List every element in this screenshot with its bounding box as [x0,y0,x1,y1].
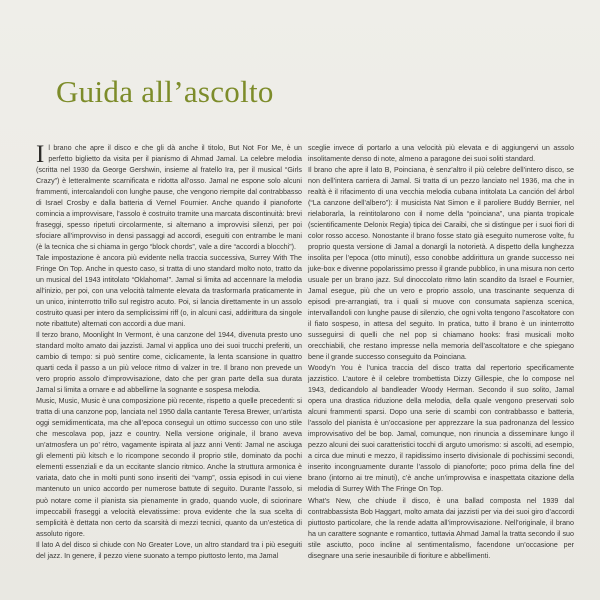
page-title: Guida all’ascolto [56,74,274,109]
paragraph: Il lato A del disco si chiude con No Greater Love, un altro standard tra i più eseguiti del jazz. In genere, il pezzo viene suonato a tempo piuttosto lento, ma Jamal [36,540,302,560]
paragraph: Il brano che apre il lato B, Poinciana, è senz’altro il più celebre dell’intero disco, se non dell’intera carriera di Jamal. Si tratta di un pezzo lanciato nel 1936, ma che in realtà è il rifacimento di una vecchia melodia cubana intitolata La canción del árbol (“La canzone dell’albero”): il musicista Nat Simon e il paroliere Buddy Bernier, nel rielaborarla, la reintitolarono con il nome della “poinciana”, una pianta tropicale (scientificamente Delonix Regia) tipica dei Caraibi, che si distingue per i suoi fiori di color rosso acceso. Nonostante il brano fosse stato già eseguito numerose volte, fu proprio questa versione di Jamal a donargli la notorietà. A dispetto della lunghezza insolita per l’epoca (otto minuti), esso conobbe addirittura un grande successo nei juke-box e divenne popolarissimo presso il grande pubblico, in una misura non certo usuale per un brano jazz. Sul dinoccolato ritmo latin scandito da Israel e Fournier, Jamal esegue, più che un vero e proprio assolo, una trascinante sequenza di episodi pre-arrangiati, tra i quali si muove con consumata sapienza scenica, intervallandoli con lunghe pause di silenzio, che ogni volta tengono l’ascoltatore con il fiato sospeso, in attesa del seguito. In pratica, tutto il brano è un ininterrotto susseguirsi di quelli che nel pop si chiamano hooks: frasi musicali molto orecchiabili, che restano impresse nella memoria dell’ascoltatore e che spiegano bene il grande successo conseguito da Poinciana. [308,166,574,362]
drop-cap: I [36,141,45,168]
paragraph: l brano che apre il disco e che gli dà anche il titolo, But Not For Me, è un perfetto biglietto da visita per il pianismo di Ahmad Jamal. La celebre melodia (scritta nel 1930 da George Gershwin, insieme al fratello Ira, per il musical “Girls Crazy”) è letteralmente scarnificata e ridotta all’osso. Jamal ne espone solo alcuni frammenti, intercalandoli con lunghe pause, che vengono riempite dal contrabbasso di Israel Crosby e dalla batteria di Vernel Fournier. Anche quando il pianoforte comincia a improvvisare, l’assolo è costruito tramite una marcata discontinuità: brevi fraseggi, spesso ripetuti circolarmente, si alternano a improvvisi silenzi, per poi sfociare all’improvviso in densi passaggi ad accordi, eseguiti con entrambe le mani (è la tecnica che si chiama in gergo “block chords”, vale a dire “accordi a blocchi”). [36,144,302,252]
paragraph: Tale impostazione è ancora più evidente nella traccia successiva, Surrey With The Fringe On Top. Anche in questo caso, si tratta di uno standard molto noto, tratto da un musical del 1943 intitolato “Oklahoma!”. Jamal si limita ad accennare la melodia all’inizio, per poi, con una velocità talmente elevata da trasformarla praticamente in un unico, ininterrotto trillo sul registro acuto. Poi, si lancia direttamente in un assolo costruito quasi per intero da semplicissimi riff (o, in alcuni casi, addirittura da singole note ribattute) alternati con accordi a due mani. [36,254,302,329]
paragraph: Il terzo brano, Moonlight In Vermont, è una canzone del 1944, divenuta presto uno standard molto amato dai jazzisti. Jamal vi applica uno dei suoi trucchi preferiti, un cambio di tempo: si può sentire come, ciclicamente, la lenta scansione in quattro quarti ceda il passo a un più veloce ritmo di valzer in tre. Il brano non prevede un vero proprio assolo d’improvvisazione, dato che per gran parte della sua durata Jamal si limita a ornare e ad abbellirne la sognante e sospesa melodia. [36,331,302,395]
paragraph: sceglie invece di portarlo a una velocità più elevata e di aggiungervi un assolo insolitamente denso di note, almeno a paragone dei suoi soliti standard. [308,144,574,164]
paragraph: Music, Music, Music è una composizione più recente, rispetto a quelle precedenti: si tratta di una canzone pop, lanciata nel 1950 dalla cantante Teresa Brewer, un’artista oggi semidimenticata, ma che all’epoca conseguì un ottimo successo con uno stile che mescolava pop, jazz e country. Nella versione originale, il brano aveva un’atmosfera un po’ rétro, vagamente ispirata al jazz anni Venti: Jamal ne asciuga gli elementi più kitsch e lo ricompone secondo il proprio stile, dominato da pochi elementi essenziali e da un eccitante slancio ritmico. Anche la struttura armonica è variata, dato che in molti punti sono inseriti dei “vamp”, ossia episodi in cui viene mantenuto un unico accordo per numerose battute di seguito. Durante l’assolo, si può notare come il pianista sia pienamente in grado, quando vuole, di sciorinare impeccabili fraseggi a velocità elevatissime: prova evidente che la sua scelta di semplicità è dettata non certo da scarsità di mezzi tecnici, quanto da un’estetica di assoluto rigore. [36,397,302,538]
right-column [308,143,574,562]
paragraph: What’s New, che chiude il disco, è una ballad composta nel 1939 dal contrabbassista Bob Haggart, molto amata dai jazzisti per via dei suoi giro d’accordi piuttosto particolare, che la rende adatta all’improvvisazione. Nell’originale, il brano ha un carattere sognante e romantico, tuttavia Ahmad Jamal la tratta secondo il suo stile asciutto, poco incline al sentimentalismo, facendone un’occasione per disegnare una serie inesauribile di fioriture e abbellimenti. [308,496,574,560]
paragraph: Woody’n You è l’unica traccia del disco tratta dal repertorio specificamente jazzistico. L’autore è il celebre trombettista Dizzy Gillespie, che lo compose nel 1943, dedicandolo al bandleader Woody Herman. Secondo il suo solito, Jamal opera una drastica riduzione della melodia, della quale vengono preservati solo alcuni frammenti sparsi. Dopo una serie di scambi con contrabbasso e batteria, l’assolo del pianista è un’occasione per apprezzare la sua padronanza del lessico improvvisativo del be bop. Jamal, comunque, non rinuncia a disseminare lungo il pezzo alcuni dei suoi caratteristici tocchi di arguto umorismo: si ascolti, ad esempio, a circa due minuti e mezzo, il rapidissimo inserto divisionale di pochissimi secondi, inserito incongruamente durante l’assolo di pianoforte; poco prima della fine del brano (intorno ai tre minuti), c’è anche un’improvvisa e inaspettata citazione della melodia di Surrey With The Fringe On Top. [308,364,574,494]
left-column [36,143,302,562]
